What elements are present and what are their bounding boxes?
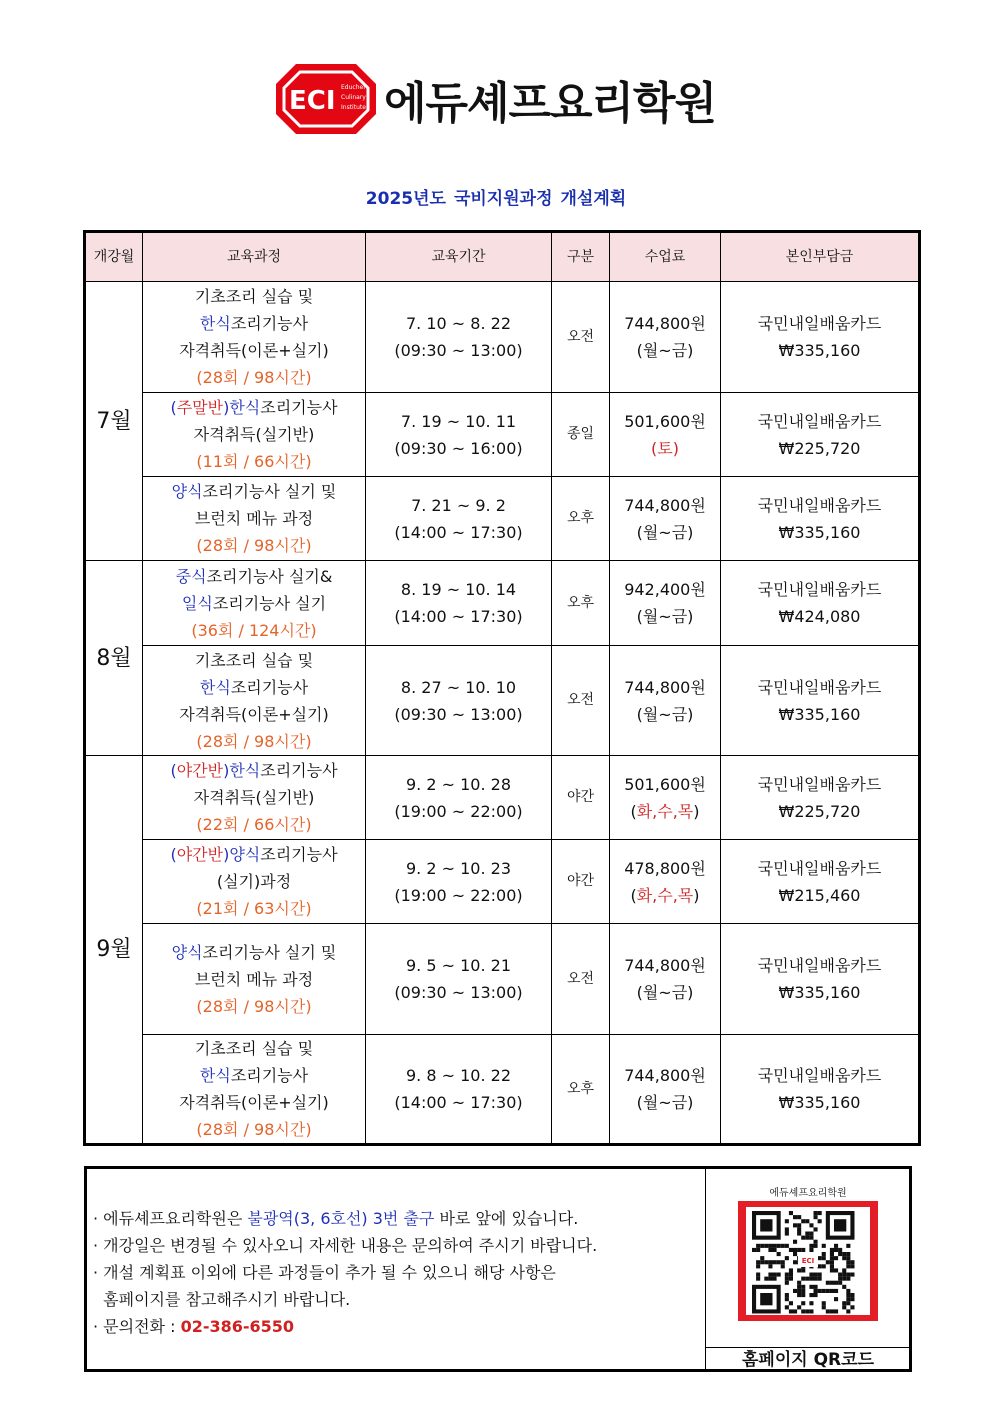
info-box	[84, 1166, 912, 1372]
division-cell: 오후	[552, 477, 610, 561]
course-cell: 기초조리 실습 및 한식조리기능사 자격취득(이론+실기) (28회 / 98시간)	[143, 282, 366, 393]
academy-name: 에듀셰프요리학원	[384, 78, 717, 129]
course-cell: 양식조리기능사 실기 및 브런치 메뉴 과정 (28회 / 98시간)	[143, 924, 366, 1035]
header-course: 교육과정	[143, 232, 366, 282]
division-cell: 오전	[552, 924, 610, 1035]
page-title: 2025년도 국비지원과정 개설계획	[365, 189, 627, 209]
period-cell: 8. 27 ~ 10. 10 (09:30 ~ 13:00)	[366, 646, 552, 756]
table-row	[85, 924, 920, 1035]
phone-number[interactable]: 02-386-6550	[180, 1317, 295, 1336]
division-cell: 종일	[552, 393, 610, 477]
note-additional-courses: · 개설 계획표 이외에 다른 과정들이 추가 될 수 있으니 해당 사항은	[93, 1263, 556, 1282]
period-cell: 9. 8 ~ 10. 22 (14:00 ~ 17:30)	[366, 1035, 552, 1145]
fee-cell: 744,800원 (월~금)	[610, 646, 721, 756]
course-cell: 기초조리 실습 및 한식조리기능사 자격취득(이론+실기) (28회 / 98시간)	[143, 1035, 366, 1145]
qr-caption: 홈페이지 QR코드	[706, 1347, 910, 1372]
course-cell: 기초조리 실습 및 한식조리기능사 자격취득(이론+실기) (28회 / 98시간)	[143, 646, 366, 756]
period-cell: 7. 21 ~ 9. 2 (14:00 ~ 17:30)	[366, 477, 552, 561]
table-row	[85, 840, 920, 924]
course-cell: 양식조리기능사 실기 및 브런치 메뉴 과정 (28회 / 98시간)	[143, 477, 366, 561]
course-cell: (주말반)한식조리기능사 자격취득(실기반) (11회 / 66시간)	[143, 393, 366, 477]
header-month: 개강월	[85, 232, 143, 282]
copay-cell: 국민내일배움카드 ₩335,160	[721, 646, 920, 756]
copay-cell: 국민내일배움카드 ₩215,460	[721, 840, 920, 924]
division-cell: 오전	[552, 646, 610, 756]
header-copay: 본인부담금	[721, 232, 920, 282]
logo-sub-3: Institute	[341, 104, 366, 111]
month-cell: 7월	[85, 282, 143, 561]
note-phone: · 문의전화 : 02-386-6550	[93, 1317, 295, 1336]
period-cell: 7. 19 ~ 10. 11 (09:30 ~ 16:00)	[366, 393, 552, 477]
qr-panel	[705, 1169, 910, 1369]
table-header-row	[85, 232, 920, 282]
fee-cell: 744,800원 (월~금)	[610, 477, 721, 561]
header-division: 구분	[552, 232, 610, 282]
fee-cell: 478,800원 (화,수,목)	[610, 840, 721, 924]
table-row	[85, 1035, 920, 1145]
month-cell: 9월	[85, 756, 143, 1145]
table-row	[85, 561, 920, 646]
logo-sub-1: Educhef	[341, 84, 366, 91]
copay-cell: 국민내일배움카드 ₩225,720	[721, 393, 920, 477]
fee-cell: 501,600원 (화,수,목)	[610, 756, 721, 840]
eci-badge-icon	[274, 62, 378, 136]
division-cell: 오후	[552, 1035, 610, 1145]
period-cell: 9. 2 ~ 10. 23 (19:00 ~ 22:00)	[366, 840, 552, 924]
note-schedule-change: · 개강일은 변경될 수 있사오니 자세한 내용은 문의하여 주시기 바랍니다.	[93, 1236, 598, 1255]
qr-top-label: 에듀셰프요리학원	[769, 1188, 847, 1199]
fee-cell: 744,800원 (월~금)	[610, 282, 721, 393]
month-cell: 8월	[85, 561, 143, 756]
logo-sub-2: Culinary	[341, 94, 366, 101]
notes	[93, 1205, 703, 1340]
svg-text:ECI: ECI	[801, 1257, 815, 1265]
table-row	[85, 756, 920, 840]
period-cell: 9. 5 ~ 10. 21 (09:30 ~ 13:00)	[366, 924, 552, 1035]
table-row	[85, 477, 920, 561]
period-cell: 9. 2 ~ 10. 28 (19:00 ~ 22:00)	[366, 756, 552, 840]
copay-cell: 국민내일배움카드 ₩424,080	[721, 561, 920, 646]
copay-cell: 국민내일배움카드 ₩225,720	[721, 756, 920, 840]
fee-cell: 744,800원 (월~금)	[610, 1035, 721, 1145]
logo-abbr: ECI	[289, 86, 336, 116]
fee-cell: 744,800원 (월~금)	[610, 924, 721, 1035]
fee-cell: 501,600원 (토)	[610, 393, 721, 477]
header-period: 교육기간	[366, 232, 552, 282]
copay-cell: 국민내일배움카드 ₩335,160	[721, 924, 920, 1035]
period-cell: 7. 10 ~ 8. 22 (09:30 ~ 13:00)	[366, 282, 552, 393]
schedule-table	[83, 230, 921, 1146]
course-cell: (야간반)한식조리기능사 자격취득(실기반) (22회 / 66시간)	[143, 756, 366, 840]
qr-code-icon[interactable]	[738, 1201, 878, 1321]
copay-cell: 국민내일배움카드 ₩335,160	[721, 477, 920, 561]
fee-cell: 942,400원 (월~금)	[610, 561, 721, 646]
period-cell: 8. 19 ~ 10. 14 (14:00 ~ 17:30)	[366, 561, 552, 646]
table-row	[85, 282, 920, 393]
copay-cell: 국민내일배움카드 ₩335,160	[721, 282, 920, 393]
note-location: · 에듀셰프요리학원은 불광역(3, 6호선) 3번 출구 바로 앞에 있습니다.	[93, 1209, 579, 1228]
table-row	[85, 646, 920, 756]
copay-cell: 국민내일배움카드 ₩335,160	[721, 1035, 920, 1145]
note-homepage: 홈페이지를 참고해주시기 바랍니다.	[93, 1290, 351, 1309]
division-cell: 오후	[552, 561, 610, 646]
table-row	[85, 393, 920, 477]
course-cell: (야간반)양식조리기능사 (실기)과정 (21회 / 63시간)	[143, 840, 366, 924]
division-cell: 야간	[552, 756, 610, 840]
division-cell: 오전	[552, 282, 610, 393]
course-cell: 중식조리기능사 실기& 일식조리기능사 실기 (36회 / 124시간)	[143, 561, 366, 646]
header-fee: 수업료	[610, 232, 721, 282]
academy-logo	[274, 62, 716, 136]
division-cell: 야간	[552, 840, 610, 924]
